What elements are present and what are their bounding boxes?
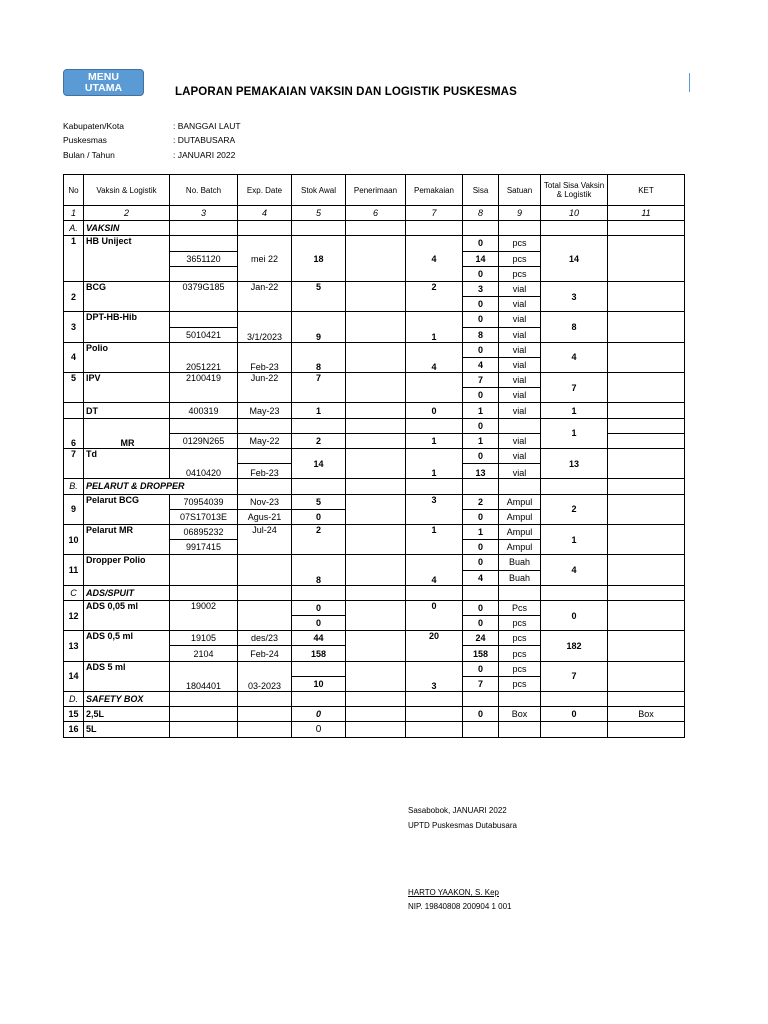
table-row [64, 707, 685, 722]
satuan: vial [499, 327, 541, 342]
exp-date: Nov-23 [238, 494, 292, 509]
stok-awal: 8 [292, 555, 346, 585]
report-table [63, 174, 685, 738]
satuan: Buah [499, 570, 541, 585]
sisa: 8 [463, 327, 499, 342]
item-name: IPV [84, 373, 170, 403]
header-index-row [64, 206, 685, 221]
pemakaian: 1 [406, 449, 463, 479]
section-label: SAFETY BOX [84, 692, 170, 707]
index-cell: 11 [608, 206, 685, 221]
batch-number: 0129N265 [170, 433, 238, 448]
total-sisa: 13 [541, 449, 608, 479]
exp-date: Feb-23 [238, 464, 292, 479]
sisa: 0 [463, 555, 499, 570]
satuan: vial [499, 281, 541, 296]
satuan: Pcs [499, 600, 541, 615]
table-row [64, 373, 685, 388]
menu-utama-button[interactable] [63, 69, 144, 96]
stok-awal: 0 [292, 616, 346, 631]
batch-number: 2104 [170, 646, 238, 661]
table-row [64, 342, 685, 357]
sisa: 13 [463, 464, 499, 479]
exp-date: May-23 [238, 403, 292, 418]
row-number: 6 [64, 418, 84, 448]
row-number: 13 [64, 631, 84, 661]
total-sisa: 1 [541, 418, 608, 448]
exp-date: May-22 [238, 433, 292, 448]
sisa: 0 [463, 600, 499, 615]
signature-name: HARTO YAAKON, S. Kep [408, 888, 499, 897]
row-number: 15 [64, 707, 84, 722]
total-sisa: 4 [541, 555, 608, 585]
sisa: 0 [463, 297, 499, 312]
section-number: D. [64, 692, 84, 707]
batch-number: 9917415 [170, 540, 238, 555]
stok-awal: 0 [292, 707, 346, 722]
sisa: 4 [463, 570, 499, 585]
row-number: 4 [64, 342, 84, 372]
batch-number: 2051221 [170, 342, 238, 372]
pemakaian: 0 [406, 403, 463, 418]
table-row [64, 236, 685, 251]
exp-date: Jan-22 [238, 281, 292, 311]
item-name: 5L [84, 722, 170, 737]
table-row [64, 494, 685, 509]
item-name: BCG [84, 281, 170, 311]
index-cell: 7 [406, 206, 463, 221]
pemakaian: 4 [406, 342, 463, 372]
stok-awal: 18 [292, 236, 346, 282]
sisa: 0 [463, 266, 499, 281]
table-row [64, 600, 685, 615]
stok-awal: 2 [292, 524, 346, 554]
sisa: 14 [463, 251, 499, 266]
row-number: 16 [64, 722, 84, 737]
batch-number: 5010421 [170, 327, 238, 342]
satuan: vial [499, 403, 541, 418]
header-cell: KET [608, 175, 685, 206]
satuan: Ampul [499, 509, 541, 524]
index-cell: 10 [541, 206, 608, 221]
item-name: HB Uniject [84, 236, 170, 282]
header-cell: Satuan [499, 175, 541, 206]
sisa: 0 [463, 509, 499, 524]
index-cell: 9 [499, 206, 541, 221]
sisa: 0 [463, 388, 499, 403]
table-row [64, 449, 685, 464]
row-number: 7 [64, 449, 84, 479]
header-cell: No. Batch [170, 175, 238, 206]
batch-number: 19105 [170, 631, 238, 646]
total-sisa: 7 [541, 661, 608, 691]
sisa: 7 [463, 373, 499, 388]
stok-awal: 0 [292, 600, 346, 615]
section-label: ADS/SPUIT [84, 585, 170, 600]
exp-date: Jun-22 [238, 373, 292, 403]
item-name: Pelarut BCG [84, 494, 170, 524]
satuan: vial [499, 342, 541, 357]
sisa: 0 [463, 449, 499, 464]
info-value: : DUTABUSARA [173, 135, 236, 145]
index-cell: 5 [292, 206, 346, 221]
batch-number: 400319 [170, 403, 238, 418]
header-cell: Penerimaan [346, 175, 406, 206]
row-number: 12 [64, 600, 84, 630]
index-cell: 4 [238, 206, 292, 221]
satuan: pcs [499, 616, 541, 631]
sisa: 0 [463, 236, 499, 251]
total-sisa: 1 [541, 403, 608, 418]
satuan: pcs [499, 631, 541, 646]
stok-awal: 8 [292, 342, 346, 372]
sisa: 4 [463, 357, 499, 372]
satuan: vial [499, 388, 541, 403]
header-cell: Vaksin & Logistik [84, 175, 170, 206]
row-number: 10 [64, 524, 84, 554]
item-name: ADS 0,5 ml [84, 631, 170, 661]
stok-awal: 7 [292, 373, 346, 403]
item-name: Pelarut MR [84, 524, 170, 554]
total-sisa: 14 [541, 236, 608, 282]
pemakaian: 1 [406, 433, 463, 448]
stok-awal: 0 [292, 509, 346, 524]
satuan: pcs [499, 646, 541, 661]
satuan: pcs [499, 236, 541, 251]
table-row [64, 418, 685, 433]
pemakaian: 3 [406, 661, 463, 691]
header-row [64, 175, 685, 206]
sisa: 7 [463, 676, 499, 691]
table-row [64, 281, 685, 296]
batch-number: 07S17013E [170, 509, 238, 524]
satuan: Ampul [499, 524, 541, 539]
sisa: 2 [463, 494, 499, 509]
pemakaian: 4 [406, 236, 463, 282]
table-row [64, 631, 685, 646]
table-row [64, 722, 685, 737]
stok-awal: 5 [292, 281, 346, 311]
row-number: 9 [64, 494, 84, 524]
item-name: Td [84, 449, 170, 479]
exp-date: 03-2023 [238, 661, 292, 691]
section-number: B. [64, 479, 84, 494]
batch-number: 1804401 [170, 661, 238, 691]
item-name: ADS 0,05 ml [84, 600, 170, 630]
stok-awal: 5 [292, 494, 346, 509]
total-sisa: 8 [541, 312, 608, 342]
stok-awal: 44 [292, 631, 346, 646]
satuan: pcs [499, 251, 541, 266]
exp-date: 3/1/2023 [238, 312, 292, 342]
satuan: vial [499, 433, 541, 448]
total-sisa: 2 [541, 494, 608, 524]
section-row [64, 221, 685, 236]
batch-number: 19002 [170, 600, 238, 630]
pemakaian: 3 [406, 494, 463, 524]
stok-awal: 9 [292, 312, 346, 342]
exp-date: des/23 [238, 631, 292, 646]
item-name: Dropper Polio [84, 555, 170, 585]
item-name: 2,5L [84, 707, 170, 722]
exp-date: Agus-21 [238, 509, 292, 524]
info-label: Kabupaten/Kota [63, 121, 124, 131]
stok-awal: 1 [292, 403, 346, 418]
signature-org: UPTD Puskesmas Dutabusara [408, 821, 517, 830]
sisa: 3 [463, 281, 499, 296]
pemakaian: 20 [406, 631, 463, 661]
satuan: pcs [499, 661, 541, 676]
document-title: LAPORAN PEMAKAIAN VAKSIN DAN LOGISTIK PUSKESMAS [175, 86, 517, 98]
item-name: DT [84, 403, 170, 418]
signature-place-date: Sasabobok, JANUARI 2022 [408, 806, 507, 815]
sisa: 0 [463, 616, 499, 631]
header-cell: Stok Awal [292, 175, 346, 206]
total-sisa: 0 [541, 707, 608, 722]
stok-awal: 10 [292, 676, 346, 691]
signature-nip: NIP. 19840808 200904 1 001 [408, 902, 512, 911]
satuan: vial [499, 312, 541, 327]
exp-date: Feb-23 [238, 342, 292, 372]
row-number: 1 [64, 236, 84, 282]
row-number: 11 [64, 555, 84, 585]
stok-awal: 0 [292, 722, 346, 737]
batch-number: 0379G185 [170, 281, 238, 311]
pemakaian: 0 [406, 600, 463, 630]
sisa: 24 [463, 631, 499, 646]
pemakaian: 1 [406, 312, 463, 342]
batch-number: 06895232 [170, 524, 238, 539]
item-name: MR [84, 418, 170, 448]
satuan: vial [499, 449, 541, 464]
sisa: 0 [463, 418, 499, 433]
sisa: 0 [463, 342, 499, 357]
section-row [64, 585, 685, 600]
pemakaian: 2 [406, 281, 463, 311]
total-sisa: 3 [541, 281, 608, 311]
exp-date: mei 22 [238, 236, 292, 282]
batch-number: 3651120 [170, 251, 238, 266]
pemakaian: 1 [406, 524, 463, 554]
index-cell: 8 [463, 206, 499, 221]
info-label: Bulan / Tahun [63, 150, 115, 160]
item-name: DPT-HB-Hib [84, 312, 170, 342]
sisa: 0 [463, 707, 499, 722]
stok-awal: 2 [292, 433, 346, 448]
total-sisa: 182 [541, 631, 608, 661]
sisa: 0 [463, 661, 499, 676]
satuan: Ampul [499, 540, 541, 555]
index-cell: 6 [346, 206, 406, 221]
stok-awal: 14 [292, 449, 346, 479]
sisa: 1 [463, 524, 499, 539]
item-name: ADS 5 ml [84, 661, 170, 691]
row-number: 5 [64, 373, 84, 403]
ket: Box [608, 707, 685, 722]
table-row [64, 661, 685, 676]
total-sisa: 0 [541, 600, 608, 630]
table-row [64, 555, 685, 570]
index-cell: 3 [170, 206, 238, 221]
exp-date: Feb-24 [238, 646, 292, 661]
sisa: 0 [463, 312, 499, 327]
header-cell: Pemakaian [406, 175, 463, 206]
satuan: Ampul [499, 494, 541, 509]
total-sisa: 7 [541, 373, 608, 403]
satuan: Buah [499, 555, 541, 570]
pemakaian: 4 [406, 555, 463, 585]
table-row [64, 312, 685, 327]
sisa: 0 [463, 540, 499, 555]
section-row [64, 692, 685, 707]
item-name: Polio [84, 342, 170, 372]
header-cell: No [64, 175, 84, 206]
row-number: 2 [64, 281, 84, 311]
menu-label-line2: UTAMA [84, 82, 123, 94]
satuan: vial [499, 297, 541, 312]
batch-number: 70954039 [170, 494, 238, 509]
header-cell: Sisa [463, 175, 499, 206]
exp-date: Jul-24 [238, 524, 292, 554]
section-number: A. [64, 221, 84, 236]
batch-number: 0410420 [170, 449, 238, 479]
satuan: pcs [499, 266, 541, 281]
header-cell: Exp. Date [238, 175, 292, 206]
cell-cursor-divider [689, 73, 690, 92]
index-cell: 2 [84, 206, 170, 221]
table-row [64, 403, 685, 418]
sisa: 158 [463, 646, 499, 661]
info-value: : JANUARI 2022 [173, 150, 236, 160]
row-number: 14 [64, 661, 84, 691]
satuan: pcs [499, 676, 541, 691]
info-value: : BANGGAI LAUT [173, 121, 241, 131]
satuan: vial [499, 464, 541, 479]
section-row [64, 479, 685, 494]
header-cell: Total Sisa Vaksin & Logistik [541, 175, 608, 206]
menu-label-line1: MENU [88, 71, 119, 83]
batch-number: 2100419 [170, 373, 238, 403]
table-row [64, 524, 685, 539]
satuan: Box [499, 707, 541, 722]
section-number: C [64, 585, 84, 600]
stok-awal: 158 [292, 646, 346, 661]
row-number: 3 [64, 312, 84, 342]
section-label: PELARUT & DROPPER [84, 479, 238, 494]
sisa: 1 [463, 433, 499, 448]
info-label: Puskesmas [63, 135, 107, 145]
total-sisa: 4 [541, 342, 608, 372]
total-sisa: 1 [541, 524, 608, 554]
sisa: 1 [463, 403, 499, 418]
index-cell: 1 [64, 206, 84, 221]
satuan: vial [499, 357, 541, 372]
section-label: VAKSIN [84, 221, 170, 236]
satuan: vial [499, 373, 541, 388]
